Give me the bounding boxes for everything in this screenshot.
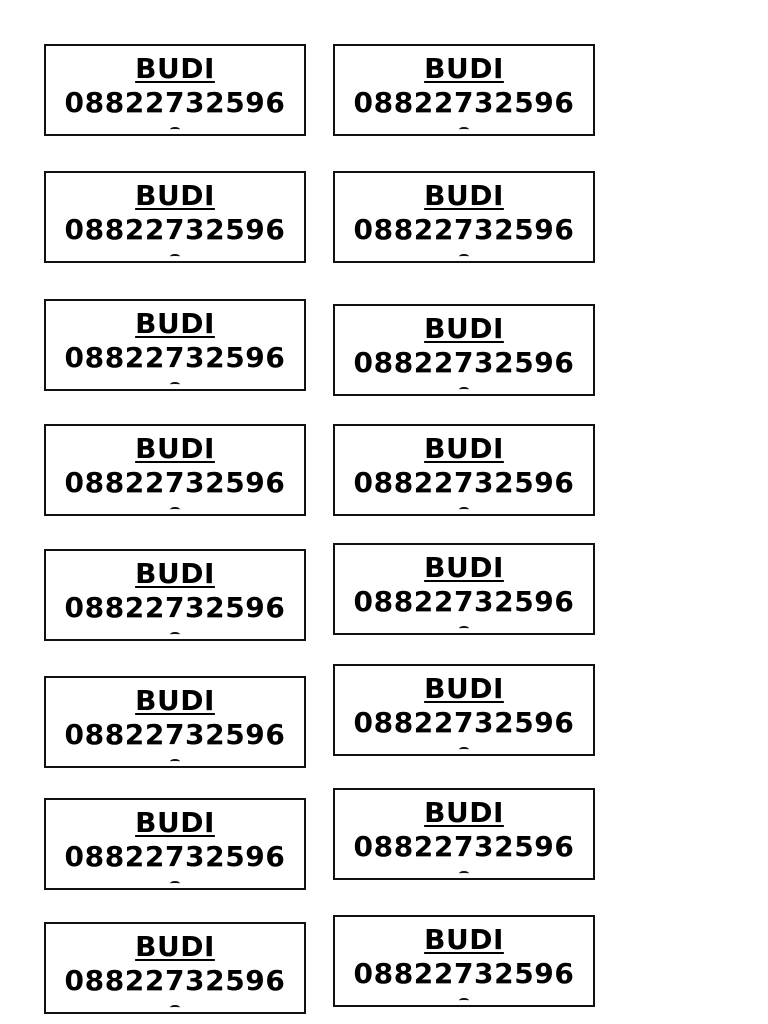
label-phone: 08822732596: [64, 718, 286, 751]
label-name: BUDI: [424, 52, 504, 85]
label-phone: 08822732596: [353, 346, 575, 379]
cut-mark: [170, 382, 180, 387]
label-name: BUDI: [424, 796, 504, 829]
label-name: BUDI: [424, 672, 504, 705]
label-phone: 08822732596: [64, 591, 286, 624]
name-label-card: [333, 915, 595, 1007]
label-phone: 08822732596: [353, 86, 575, 119]
name-label-card: [44, 798, 306, 890]
label-name: BUDI: [135, 179, 215, 212]
label-phone: 08822732596: [353, 213, 575, 246]
name-label-card: [333, 44, 595, 136]
cut-mark: [170, 507, 180, 512]
name-label-card: [44, 299, 306, 391]
label-phone: 08822732596: [64, 840, 286, 873]
cut-mark: [459, 254, 469, 259]
cut-mark: [170, 254, 180, 259]
name-label-card: [44, 171, 306, 263]
cut-mark: [459, 626, 469, 631]
cut-mark: [170, 632, 180, 637]
name-label-card: [44, 44, 306, 136]
name-label-card: [333, 304, 595, 396]
cut-mark: [459, 387, 469, 392]
label-phone: 08822732596: [353, 706, 575, 739]
label-name: BUDI: [135, 684, 215, 717]
label-name: BUDI: [135, 806, 215, 839]
cut-mark: [459, 871, 469, 876]
label-name: BUDI: [135, 307, 215, 340]
label-name: BUDI: [135, 432, 215, 465]
cut-mark: [170, 1005, 180, 1010]
label-phone: 08822732596: [353, 585, 575, 618]
label-phone: 08822732596: [64, 964, 286, 997]
label-phone: 08822732596: [64, 86, 286, 119]
cut-mark: [459, 127, 469, 132]
cut-mark: [459, 998, 469, 1003]
name-label-card: [333, 424, 595, 516]
name-label-card: [44, 424, 306, 516]
label-phone: 08822732596: [64, 213, 286, 246]
label-name: BUDI: [424, 923, 504, 956]
label-phone: 08822732596: [353, 830, 575, 863]
label-name: BUDI: [424, 312, 504, 345]
label-phone: 08822732596: [353, 466, 575, 499]
label-name: BUDI: [424, 432, 504, 465]
name-label-card: [333, 788, 595, 880]
cut-mark: [170, 127, 180, 132]
cut-mark: [459, 507, 469, 512]
label-phone: 08822732596: [353, 957, 575, 990]
cut-mark: [170, 881, 180, 886]
name-label-card: [44, 676, 306, 768]
label-phone: 08822732596: [64, 341, 286, 374]
name-label-card: [333, 171, 595, 263]
label-name: BUDI: [135, 52, 215, 85]
cut-mark: [170, 759, 180, 764]
label-name: BUDI: [135, 930, 215, 963]
label-name: BUDI: [135, 557, 215, 590]
label-phone: 08822732596: [64, 466, 286, 499]
cut-mark: [459, 747, 469, 752]
label-name: BUDI: [424, 179, 504, 212]
label-name: BUDI: [424, 551, 504, 584]
name-label-card: [44, 549, 306, 641]
name-label-card: [333, 664, 595, 756]
name-label-card: [44, 922, 306, 1014]
name-label-card: [333, 543, 595, 635]
